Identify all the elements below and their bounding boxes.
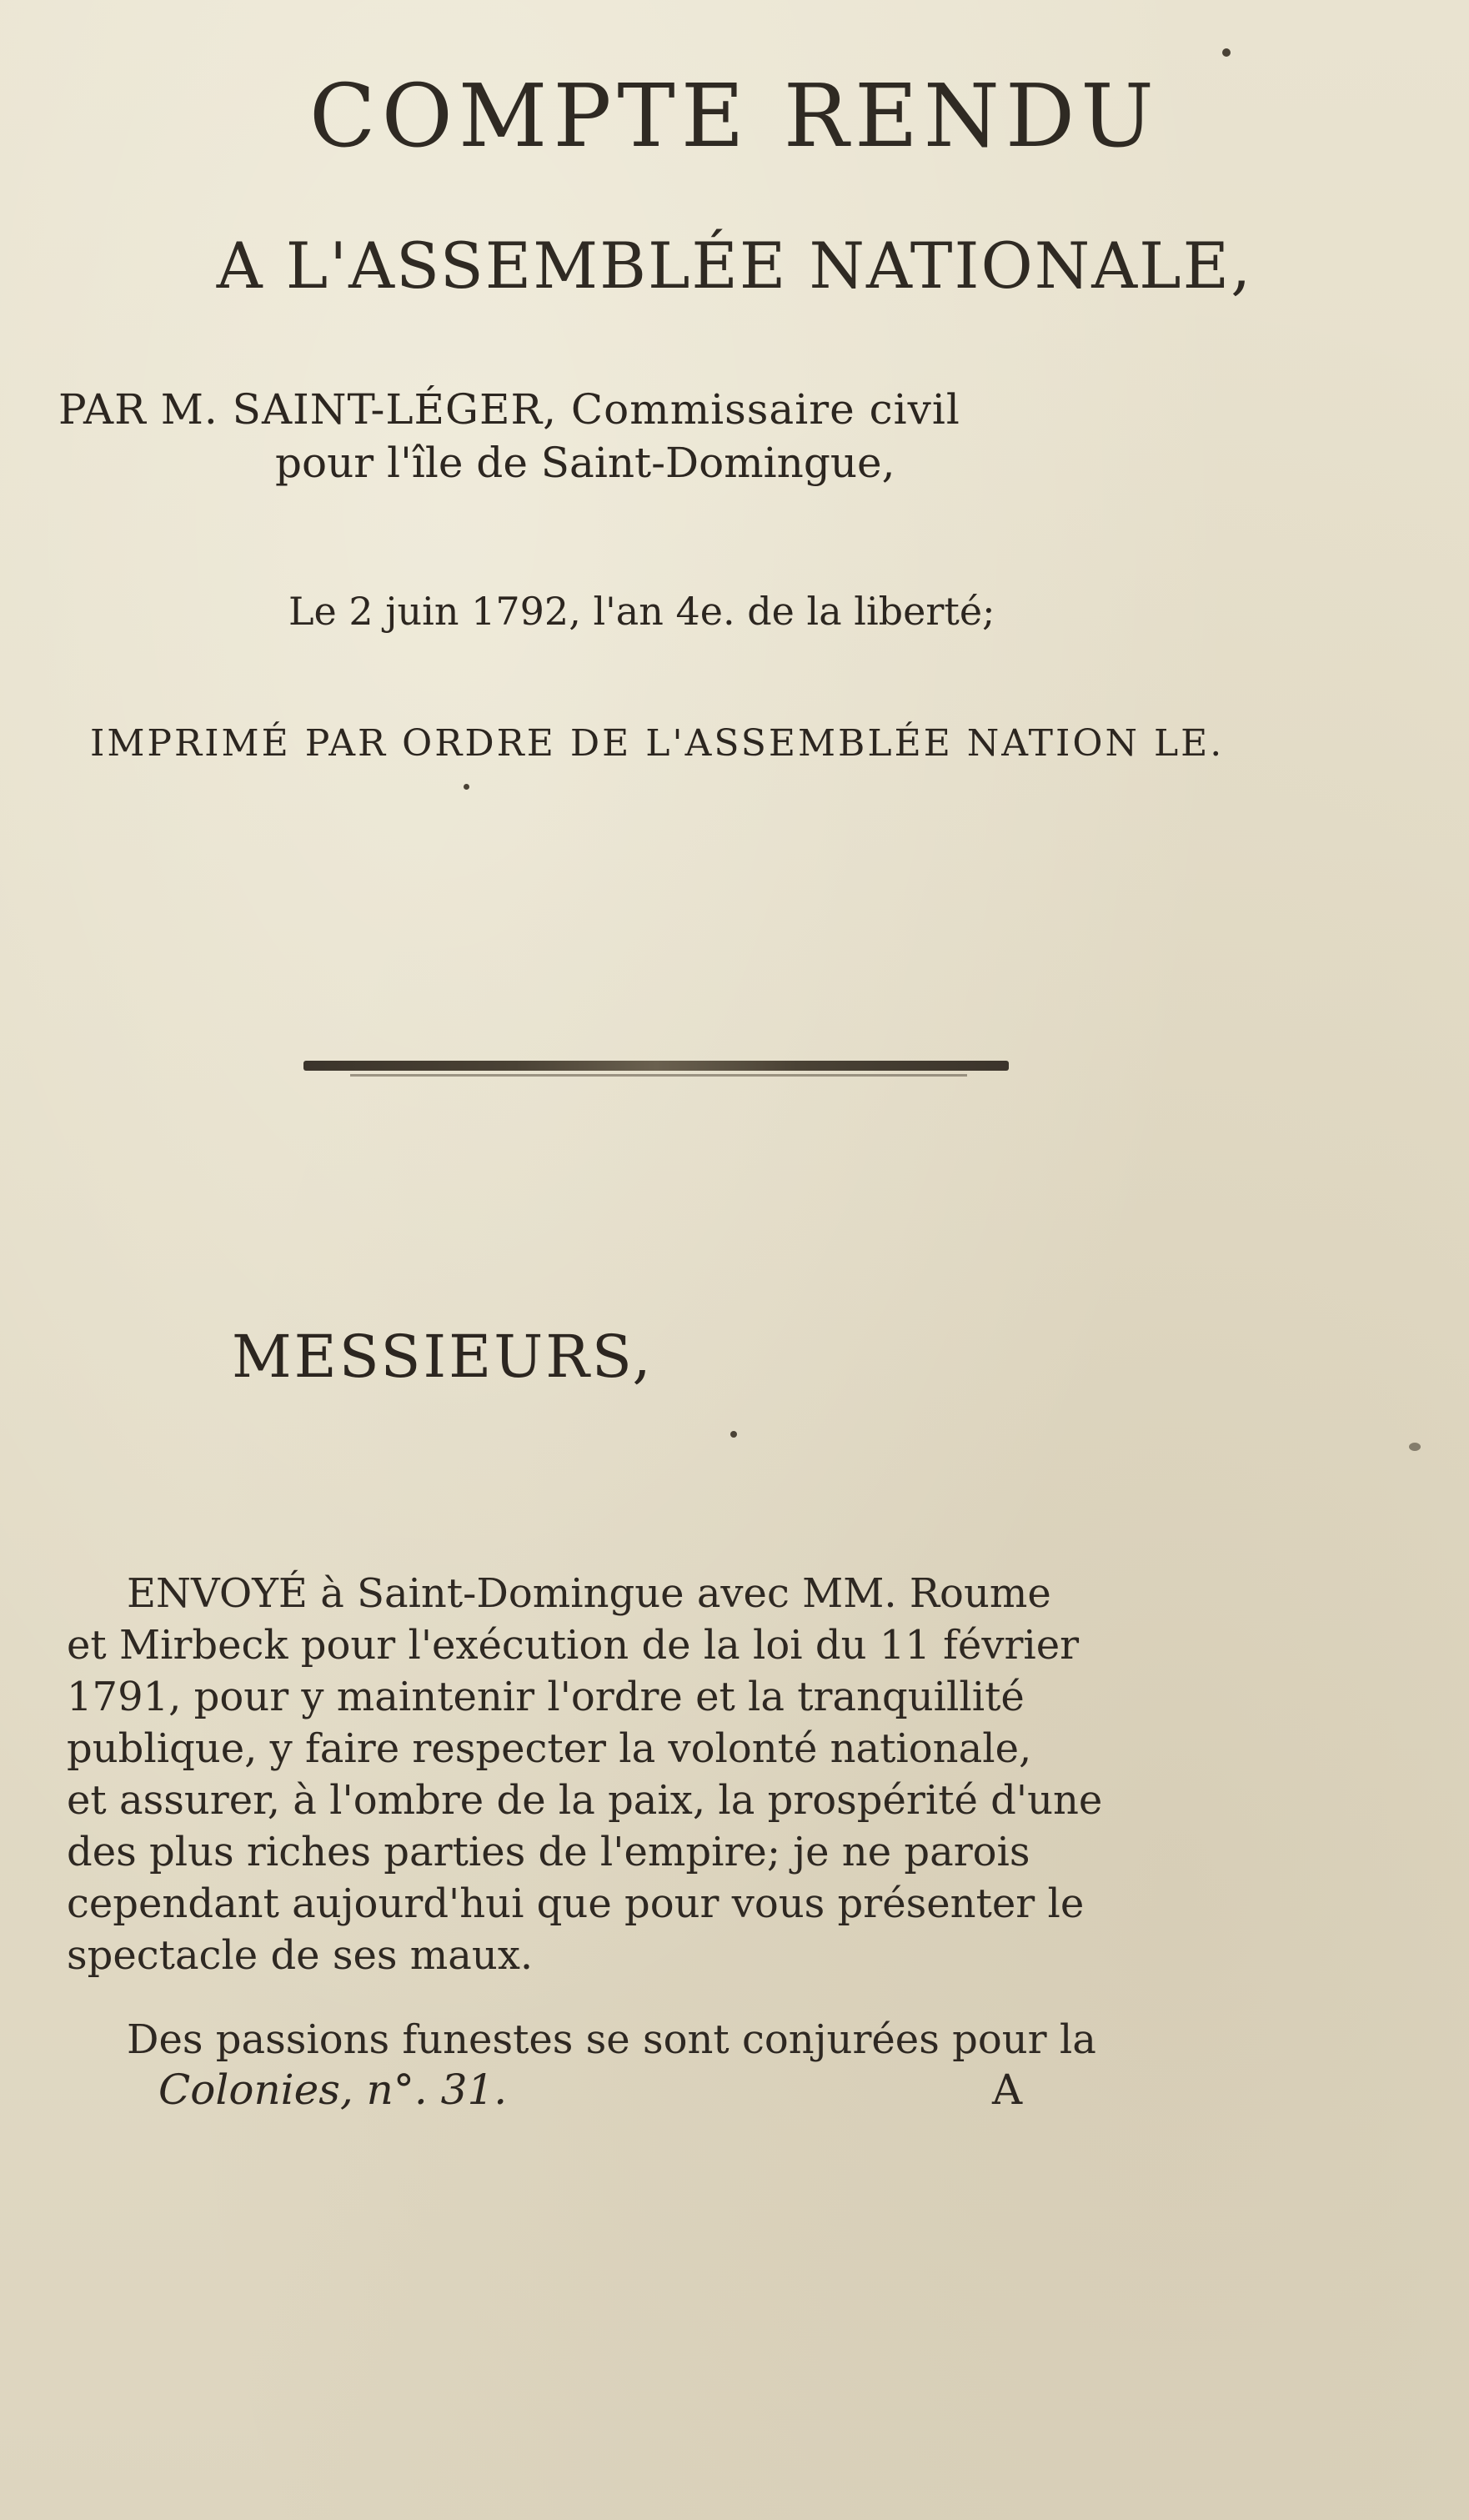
byline-line-1: PAR M. SAINT-LÉGER, Commissaire civil	[58, 385, 960, 434]
footer-collection-ref: Colonies, n°. 31.	[158, 2066, 508, 2114]
paragraph-1-line: et assurer, à l'ombre de la paix, la prospérité d'une	[67, 1777, 1103, 1824]
paragraph-1	[67, 1568, 1284, 1981]
ink-speck	[464, 784, 469, 790]
title-line-1: COMPTE RENDU	[309, 65, 1160, 167]
paragraph-2	[67, 2014, 1284, 2066]
salutation: MESSIEURS,	[232, 1323, 654, 1391]
paragraph-1-line: cependant aujourd'hui que pour vous présenter le	[67, 1880, 1085, 1927]
ornamental-rule	[303, 1061, 1009, 1071]
date-line: Le 2 juin 1792, l'an 4e. de la liberté;	[288, 589, 995, 634]
page-footer	[158, 2066, 1159, 2114]
paragraph-1-line: ENVOYÉ à Saint-Domingue avec MM. Roume	[127, 1570, 1051, 1617]
footer-signature-mark: A	[992, 2066, 1023, 2114]
printed-by-line: IMPRIMÉ PAR ORDRE DE L'ASSEMBLÉE NATION LE.	[90, 722, 1225, 765]
paragraph-1-line: 1791, pour y maintenir l'ordre et la tranquillité	[67, 1674, 1025, 1720]
ink-speck	[1222, 48, 1231, 57]
ornamental-rule-underline	[350, 1074, 967, 1077]
title-line-2: A L'ASSEMBLÉE NATIONALE,	[216, 228, 1253, 303]
paragraph-1-line: publique, y faire respecter la volonté nationale,	[67, 1725, 1032, 1772]
ink-speck	[1409, 1443, 1421, 1451]
byline-line-2: pour l'île de Saint-Domingue,	[275, 439, 895, 487]
paragraph-2-line: Des passions funestes se sont conjurées pour la	[127, 2016, 1096, 2063]
paragraph-1-line: spectacle de ses maux.	[67, 1932, 534, 1979]
paragraph-1-line: des plus riches parties de l'empire; je ne parois	[67, 1829, 1030, 1875]
ink-speck	[730, 1431, 737, 1438]
paragraph-1-line: et Mirbeck pour l'exécution de la loi du 11 février	[67, 1622, 1080, 1669]
